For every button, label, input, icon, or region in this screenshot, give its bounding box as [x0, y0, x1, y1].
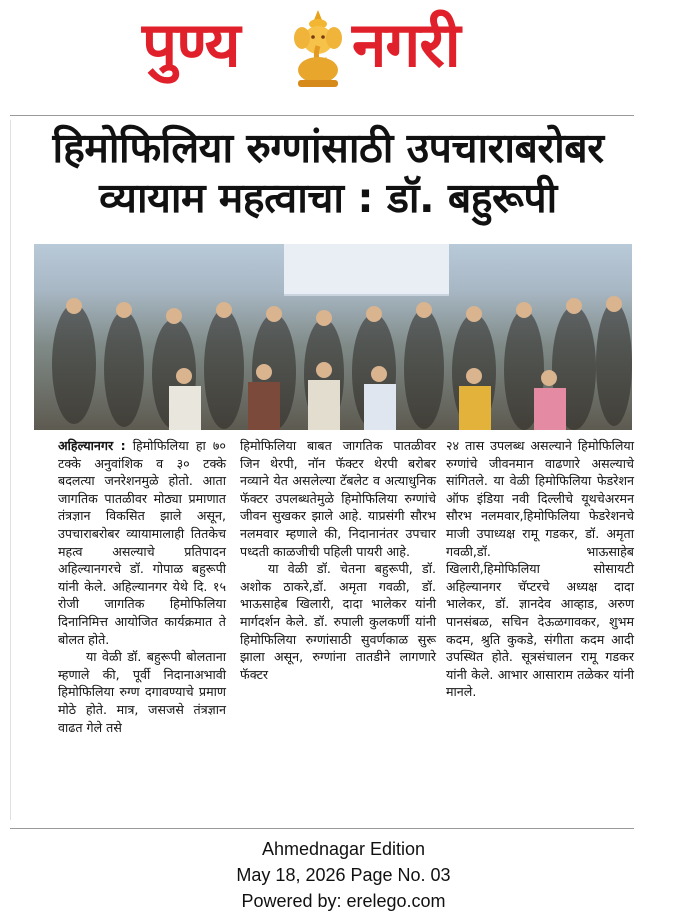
- headline-line-2: व्यायाम महत्वाचा : डॉ. बहुरूपी: [99, 174, 557, 222]
- article-body: [34, 437, 634, 817]
- article-column-1: [58, 437, 226, 736]
- paragraph: २४ तास उपलब्ध असल्याने हिमोफिलिया रुग्णांचे जीवनमान वाढणारे असल्याचे सांगितले. या वेळी हिमोफिलिया फेडरेशन ऑफ इंडिया नवी दिल्लीचे यूथचेअरमन सौरभ नलमवार,हिमोफिलिया फेडरेशनचे माजी उपाध्यक्ष रामू गडकर, डॉ. अमृता गवळी,डॉ. भाऊसाहेब खिलारी,हिमोफिलिया सोसायटी अहिल्यानगर चॅप्टरचे अध्यक्ष दादा भालेकर, डॉ. ज्ञानदेव आव्हाड, अरुण पानसंबळ, सचिन देऊळगावकर, शुभम कदम, श्रुति कुकडे, संगीता कदम आदी उपस्थित होते. सूत्रसंचालन रामू गडकर यांनी केले. आभार आसाराम तळेकर यांनी मानले.: [446, 438, 634, 700]
- top-divider: [10, 115, 634, 116]
- paragraph: हिमोफिलिया हा ७० टक्के अनुवांशिक व ३० टक्के बदलत्या जनरेशनमुळे होतो. आता जागतिक पातळीवर मोठ्या प्रमाणात तंत्रज्ञान विकसित झाले असून, उपचाराबरोबर व्यायामालाही तितकेच महत्व असल्याचे प्रतिपादन अहिल्यानगरचे डॉ. गोपाळ बहुरूपी यांनी केले. अहिल्यानगर येथे दि. १५ रोजी जागतिक हिमोफिलिया दिनानिमित्त आयोजित कार्यक्रमात ते बोलत होते.: [58, 438, 226, 647]
- paragraph: हिमोफिलिया बाबत जागतिक पातळीवर जिन थेरपी, नॉन फॅक्टर थेरपी बरोबर नव्याने येत असलेल्या टॅबलेट व अत्याधुनिक फॅक्टर उपलब्धतेमुळे हिमोफिलिया रुग्णांचे जीवन सुखकर झाले आहे. याप्रसंगी सौरभ नलमवार म्हणाले की, निदानानंतर उपचार पध्दती काळजीची पहिली पायरी आहे.: [240, 438, 436, 559]
- article-headline: [28, 123, 628, 223]
- paragraph: या वेळी डॉ. चेतना बहुरूपी, डॉ. अशोक ठाकरे,डॉ. अमृता गवळी, डॉ. भाऊसाहेब खिलारी, दादा भालेकर यांनी मार्गदर्शन केले. डॉ. रुपाली कुलकर्णी यांनी हिमोफिलिया रुग्णांसाठी सुवर्णकाळ सुरू झाला असून, रुग्णांना तातडीने लागणारे फॅक्टर: [240, 561, 436, 682]
- bottom-divider: [10, 828, 634, 829]
- edition-name: Ahmednagar Edition: [261, 839, 426, 859]
- headline-line-1: हिमोफिलिया रुग्णांसाठी उपचाराबरोबर: [52, 124, 604, 172]
- article-column-2: [240, 437, 436, 683]
- article-column-3: [446, 437, 634, 701]
- ganesh-logo-icon: [288, 6, 348, 90]
- edition-footer: [0, 836, 687, 914]
- left-margin-rule: [10, 120, 11, 820]
- dateline: अहिल्यानगर :: [58, 438, 126, 453]
- masthead: [0, 0, 687, 112]
- masthead-title-left: पुण्य: [142, 8, 240, 81]
- crowd-silhouettes: [34, 244, 632, 430]
- masthead-title-right: नगरी: [352, 8, 460, 81]
- powered-by: Powered by: erelego.com: [241, 891, 446, 911]
- paragraph: या वेळी डॉ. बहुरूपी बोलताना म्हणाले की, पूर्वी निदानाअभावी हिमोफिलिया रुग्ण दगावण्याचे प्रमाण मोठे होते. मात्र, जसजसे तंत्रज्ञान वाढत गेले तसे: [58, 649, 226, 735]
- edition-date-page: May 18, 2026 Page No. 03: [236, 865, 451, 885]
- event-group-photo: [34, 244, 632, 430]
